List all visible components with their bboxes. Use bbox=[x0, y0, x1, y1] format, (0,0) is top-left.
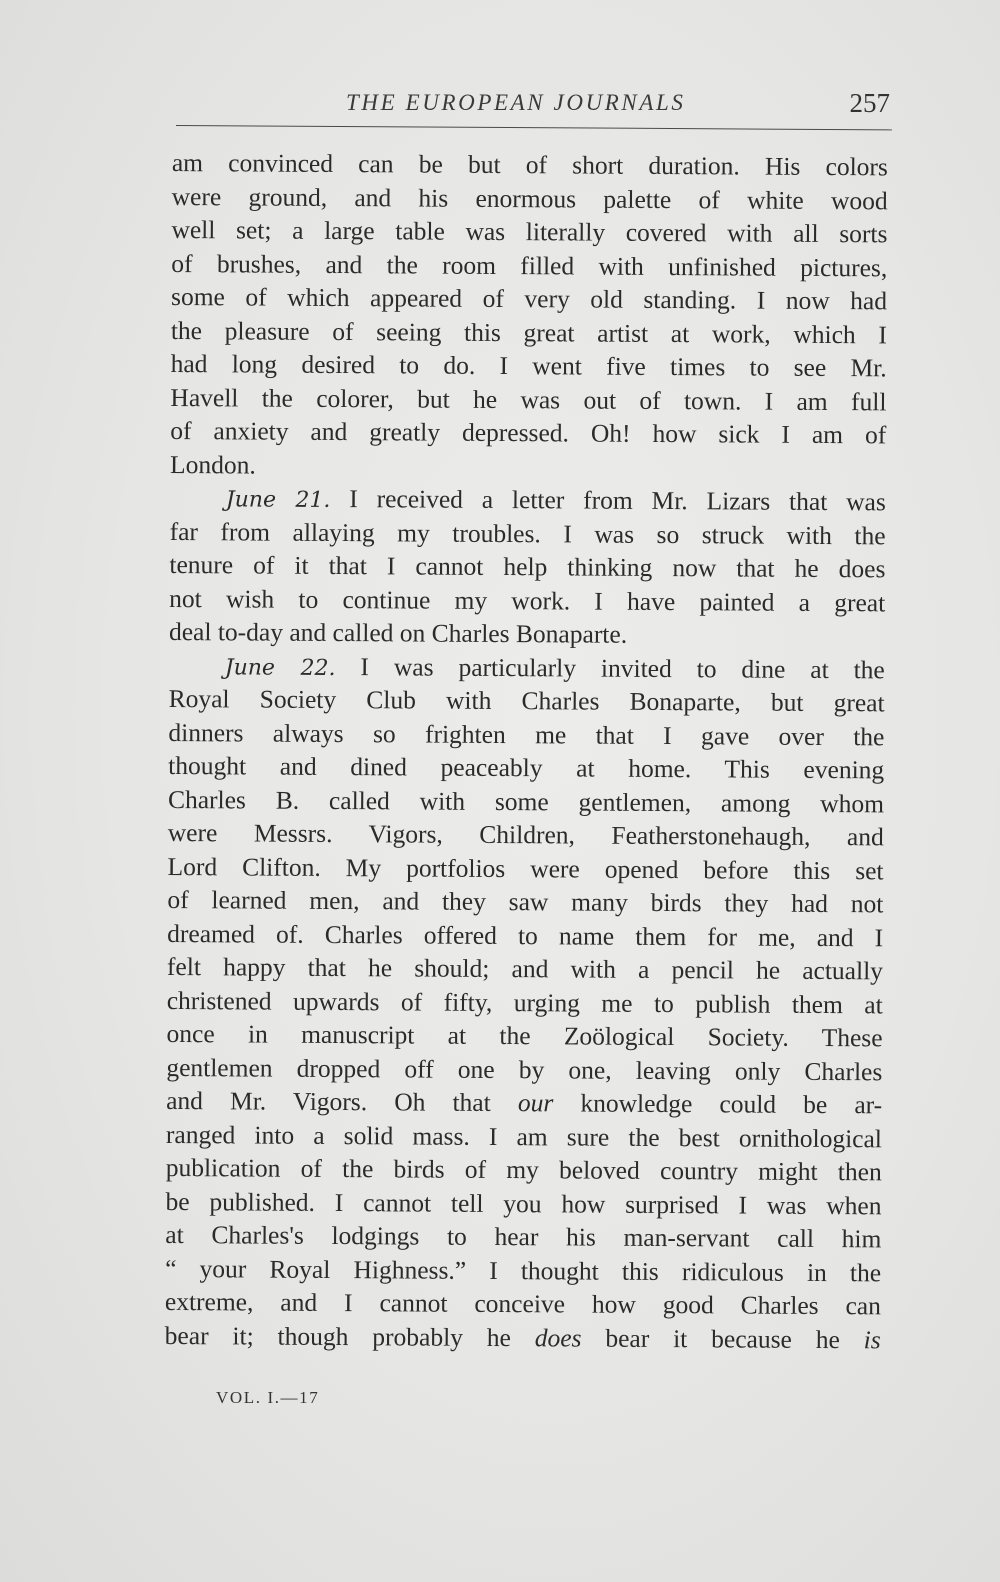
text-line: of anxiety and greatly depressed. Oh! how sick I am of bbox=[170, 415, 887, 450]
text-line: of learned men, and they saw many birds they had not bbox=[167, 884, 884, 919]
italic-word: is bbox=[863, 1324, 881, 1354]
text-line: once in manuscript at the Zoölogical Society. These bbox=[166, 1018, 883, 1053]
text-line: London. bbox=[169, 449, 256, 480]
text-line: were ground, and his enormous palette of white wood bbox=[171, 181, 888, 215]
page-number: 257 bbox=[849, 88, 890, 118]
text-line: publication of the birds of my beloved country might then bbox=[165, 1152, 882, 1187]
entry-text: I was particularly invited to dine at the bbox=[335, 651, 885, 684]
text-line: am convinced can be but of short duration. His colors bbox=[171, 147, 888, 182]
text-line: deal to-day and called on Charles Bonaparte. bbox=[168, 616, 628, 649]
entry-date: June 21. bbox=[225, 487, 331, 513]
text-line: ranged into a solid mass. I am sure the best ornithological bbox=[165, 1119, 883, 1153]
text-line: dinners always so frighten me that I gave over the bbox=[168, 717, 885, 751]
text-line-with-italic bbox=[166, 1084, 882, 1122]
text-segment: bear it because he bbox=[581, 1323, 864, 1354]
text-line: “ your Royal Highness.” I thought this ridiculous in the bbox=[165, 1253, 882, 1287]
text-line: Royal Society Club with Charles Bonaparte, but great bbox=[168, 683, 885, 718]
text-line: Havell the colorer, but he was out of town. I am full bbox=[170, 382, 887, 416]
text-line: were Messrs. Vigors, Children, Featherstonehaugh, and bbox=[167, 817, 884, 852]
text-line: well set; a large table was literally covered with all sorts bbox=[171, 214, 888, 249]
text-line: had long desired to do. I went five times to see Mr. bbox=[170, 348, 887, 383]
text-segment: knowledge could be ar- bbox=[553, 1088, 883, 1120]
running-head bbox=[176, 86, 894, 126]
text-line: be published. I cannot tell you how surprised I was when bbox=[165, 1186, 882, 1220]
text-line: thought and dined peaceably at home. This evening bbox=[168, 750, 885, 785]
text-line: gentlemen dropped off one by one, leaving only Charles bbox=[166, 1052, 883, 1086]
text-line: christened upwards of fifty, urging me to publish them at bbox=[166, 985, 883, 1019]
text-line: of brushes, and the room filled with unfinished pictures, bbox=[171, 248, 888, 282]
text-line: at Charles's lodgings to hear his man-servant call him bbox=[165, 1219, 882, 1254]
text-segment: and Mr. Vigors. Oh that bbox=[166, 1085, 518, 1118]
italic-word: our bbox=[517, 1088, 554, 1118]
text-line: far from allaying my troubles. I was so struck with the bbox=[169, 516, 886, 550]
text-segment: bear it; though probably he bbox=[164, 1320, 535, 1352]
entry-line-june-22 bbox=[169, 648, 885, 686]
italic-word: does bbox=[534, 1322, 582, 1353]
text-line: the pleasure of seeing this great artist at work, which I bbox=[170, 315, 887, 349]
entry-line-june-21 bbox=[170, 481, 886, 519]
text-line-with-italic bbox=[165, 1318, 881, 1356]
text-line: tenure of it that I cannot help thinking now that he does bbox=[169, 549, 886, 584]
running-title: THE EUROPEAN JOURNALS bbox=[346, 90, 686, 115]
text-line: Charles B. called with some gentlemen, among whom bbox=[167, 784, 885, 818]
text-line: extreme, and I cannot conceive how good Charles can bbox=[164, 1286, 882, 1321]
text-line: not wish to continue my work. I have painted a great bbox=[169, 583, 886, 617]
text-line: Lord Clifton. My portfolios were opened before this set bbox=[167, 851, 884, 885]
entry-date: June 22. bbox=[224, 654, 336, 681]
text-line: some of which appeared of very old standing. I now had bbox=[170, 281, 888, 316]
entry-text: I received a letter from Mr. Lizars that was bbox=[330, 483, 886, 517]
body-text bbox=[165, 146, 888, 1356]
signature-mark: VOL. I.—17 bbox=[216, 1388, 320, 1407]
text-line: felt happy that he should; and with a pencil he actually bbox=[166, 951, 884, 986]
text-line: dreamed of. Charles offered to name them for me, and I bbox=[167, 918, 884, 952]
